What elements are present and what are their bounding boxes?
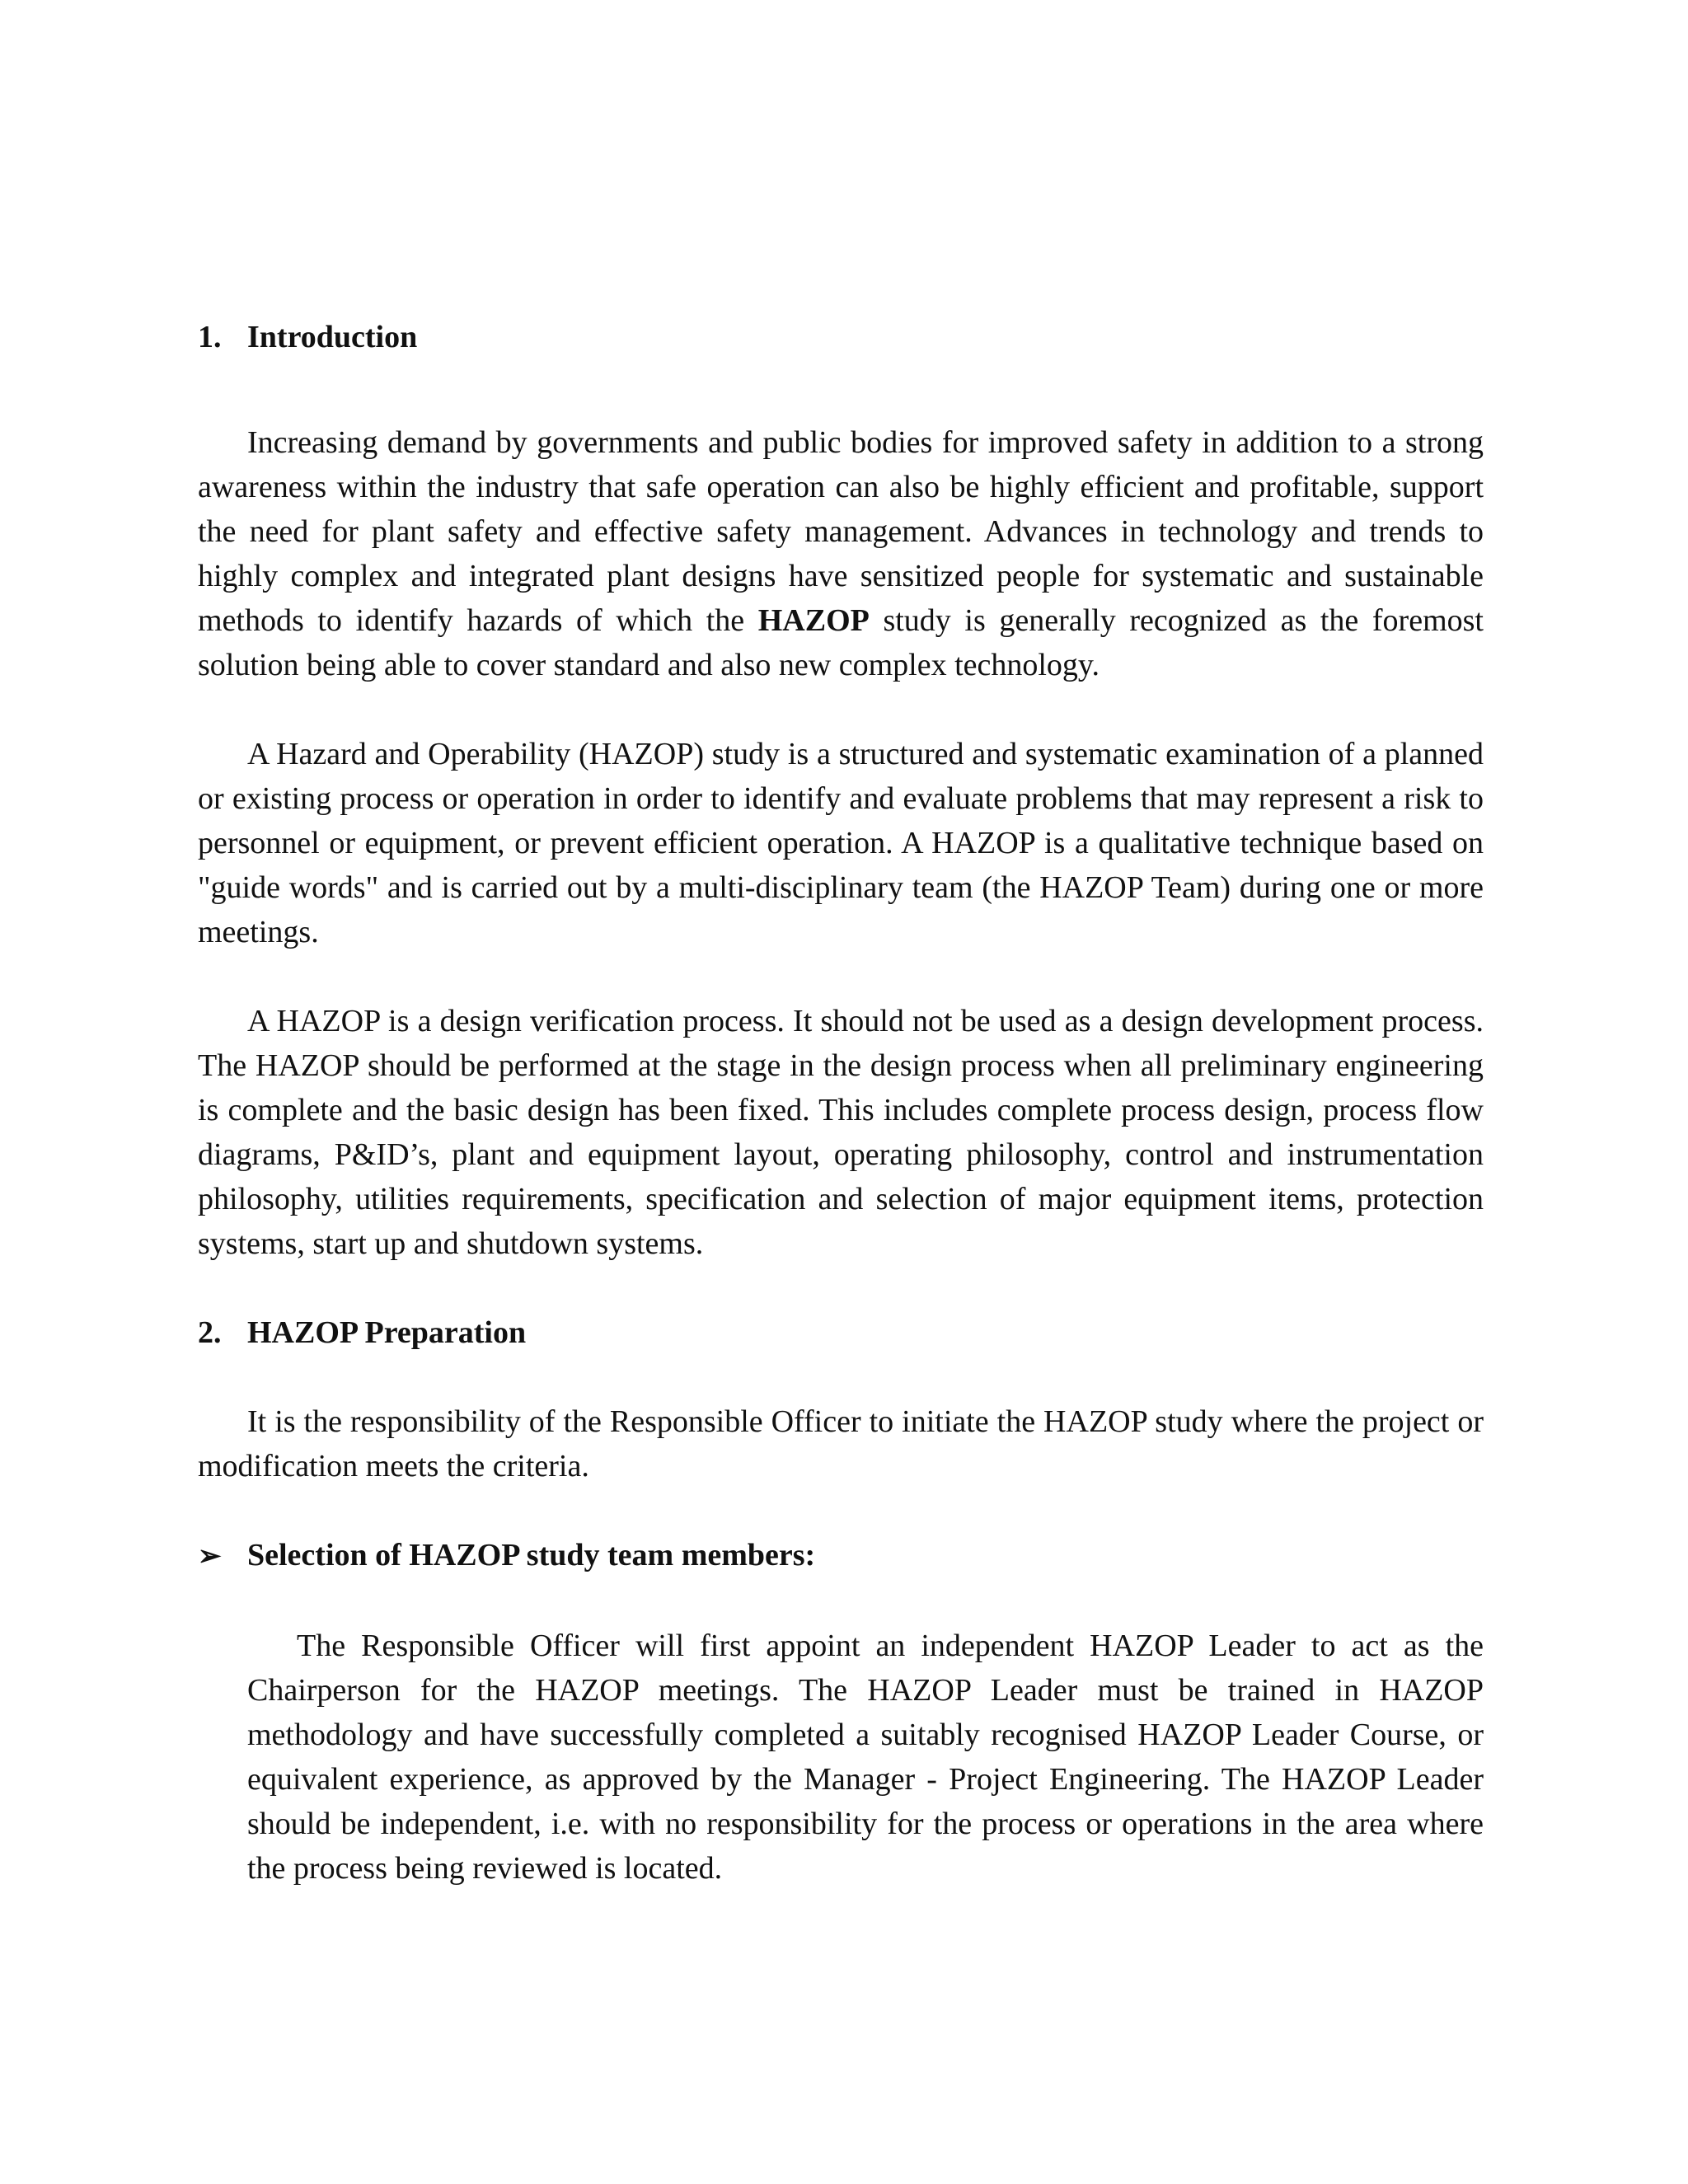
intro-paragraph-3: A HAZOP is a design verification process. It should not be used as a design development process. The HAZOP should be performed at the stage in the design process when all preliminary engineering is complete and the basic design has been fixed. This includes complete process design, process flow diagrams, P&ID’s, plant and equipment layout, operating philosophy, control and instrumentation philosophy, utilities requirements, specification and selection of major equipment items, protection systems, start up and shutdown systems. bbox=[198, 1004, 1484, 1261]
intro-paragraph-1-text-before: Increasing demand by governments and public bodies for improved safety in addition to a strong awareness within the industry that safe operation can also be highly efficient and profitable, support the need for plant safety and effective safety management. Advances in technology and trends to highly complex and integrated plant designs have sensitized people for systematic and sustainable methods to identify hazards of which the bbox=[198, 425, 1484, 638]
intro-paragraph-1-text-after: study is generally recognized as the foremost solution being able to cover standard and also new complex technology. bbox=[198, 603, 1484, 682]
section-2-heading bbox=[198, 1310, 1484, 1355]
section-2-title: HAZOP Preparation bbox=[247, 1315, 527, 1350]
preparation-paragraph: It is the responsibility of the Responsible Officer to initiate the HAZOP study where the project or modification meets the criteria. bbox=[198, 1404, 1484, 1483]
section-1-title: Introduction bbox=[247, 320, 418, 354]
team-selection-heading bbox=[198, 1533, 1484, 1579]
team-selection-title: Selection of HAZOP study team members: bbox=[247, 1538, 816, 1572]
arrow-bullet-icon: ➢ bbox=[198, 1541, 222, 1572]
document-page bbox=[198, 315, 1484, 1891]
intro-paragraph-2: A Hazard and Operability (HAZOP) study is a structured and systematic examination of a planned or existing process or operation in order to identify and evaluate problems that may represent a risk to personnel or equipment, or prevent efficient operation. A HAZOP is a qualitative technique based on "guide words" and is carried out by a multi-disciplinary team (the HAZOP Team) during one or more meetings. bbox=[198, 737, 1484, 949]
intro-paragraph-1-bold: HAZOP bbox=[757, 603, 870, 638]
section-1-heading bbox=[198, 315, 1484, 359]
team-selection-paragraph: The Responsible Officer will first appoint an independent HAZOP Leader to act as the Chairperson for the HAZOP meetings. The HAZOP Leader must be trained in HAZOP methodology and have successfully completed a suitably recognised HAZOP Leader Course, or equivalent experience, as approved by the Manager - Project Engineering. The HAZOP Leader should be independent, i.e. with no responsibility for the process or operations in the area where the process being reviewed is located. bbox=[247, 1629, 1484, 1886]
section-1-number: 1. bbox=[198, 320, 222, 354]
section-2-number: 2. bbox=[198, 1315, 222, 1350]
intro-paragraph-1 bbox=[198, 420, 1484, 687]
